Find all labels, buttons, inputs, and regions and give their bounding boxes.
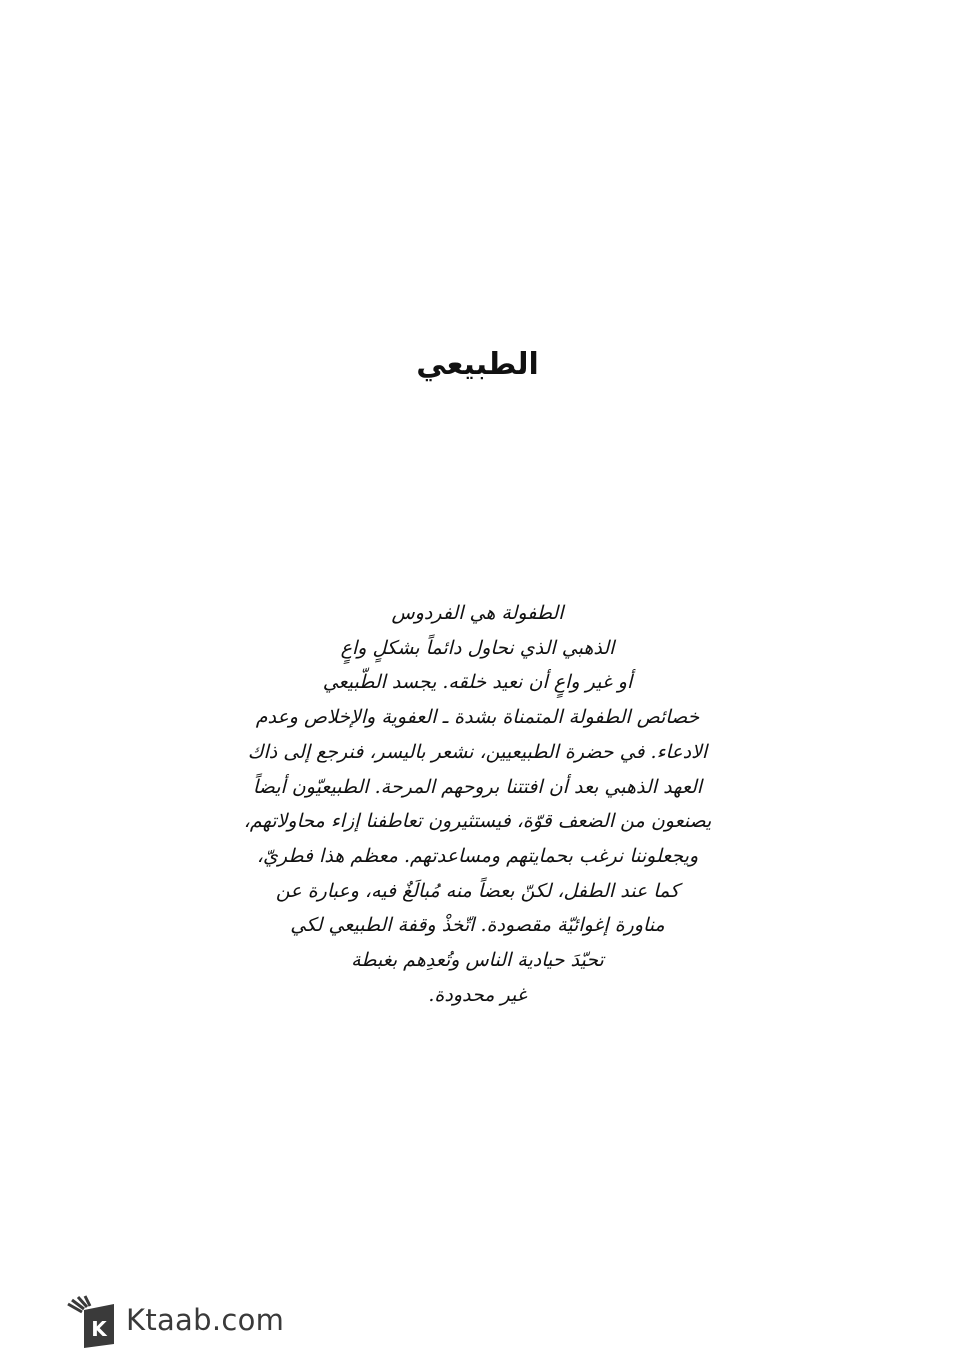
text-line: خصائص الطفولة المتمناة بشدة ـ العفوية والإخلاص وعدم: [255, 706, 700, 729]
text-line: الادعاء. في حضرة الطبيعيين، نشعر باليسر، فنرجع إلى ذاك: [247, 740, 708, 763]
logo-letter: K: [91, 1317, 107, 1341]
site-footer: [62, 1290, 284, 1350]
text-line: غير محدودة.: [428, 983, 527, 1006]
text-line: ويجعلوننا نرغب بحمايتهم ومساعدتهم. معظم هذا فطريّ،: [256, 844, 699, 867]
text-line: الطفولة هي الفردوس: [391, 602, 564, 624]
text-line: مناورة إغوائيّة مقصودة. اتّخذْ وقفة الطبيعي لكي: [290, 914, 665, 937]
text-line: العهد الذهبي بعد أن افتتنا بروحهم المرحة. الطبيعيّون أيضاً: [252, 775, 703, 798]
body-paragraph: [150, 596, 805, 1012]
text-line: أو غير واعٍ أن نعيد خلقه. يجسد الطّبيعي: [322, 671, 633, 694]
text-line: الذهبي الذي نحاول دائماً بشكلٍ واعٍ: [340, 636, 615, 659]
text-line: يصنعون من الضعف قوّة، فيستثيرون تعاطفنا إزاء محاولاتهم،: [243, 810, 712, 833]
chapter-title: الطبيعي: [416, 347, 539, 382]
site-name: Ktaab.com: [126, 1303, 285, 1337]
text-line: تحيّدَ حيادية الناس وتُعدِهم بغبطة: [351, 949, 604, 972]
text-line: كما عند الطفل، لكنّ بعضاً منه مُبالَغٌ فيه، وعبارة عن: [275, 879, 680, 902]
open-book-icon: [62, 1292, 118, 1348]
